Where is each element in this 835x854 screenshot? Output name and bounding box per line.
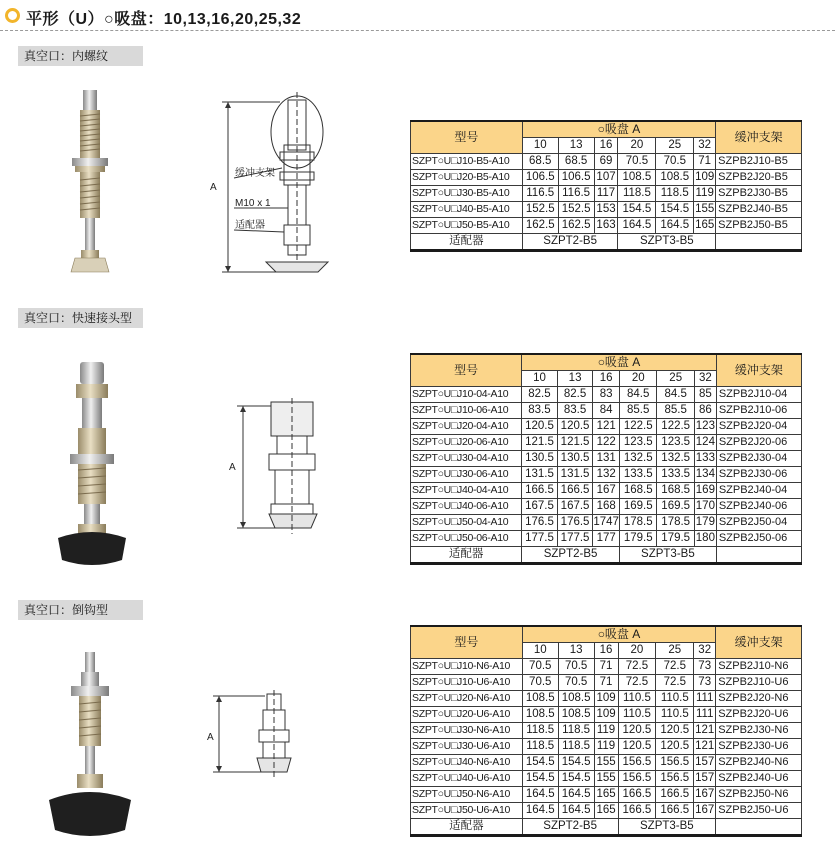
- dimension-value-cell: 156.5: [618, 755, 656, 771]
- adapter-small-cell: SZPT2-B5: [522, 234, 618, 251]
- table-row: [411, 218, 802, 234]
- dimension-value-cell: 118.5: [522, 739, 558, 755]
- dimension-value-cell: 116.5: [522, 186, 558, 202]
- size-header-cell: 16: [593, 371, 620, 387]
- dimension-value-cell: 176.5: [557, 515, 593, 531]
- dimension-value-cell: 121.5: [522, 435, 558, 451]
- dimension-value-cell: 132.5: [619, 451, 656, 467]
- dimension-value-cell: 120.5: [656, 739, 694, 755]
- dimension-value-cell: 108.5: [656, 170, 694, 186]
- dimension-value-cell: 110.5: [618, 707, 656, 723]
- dimension-value-cell: 130.5: [557, 451, 593, 467]
- dimension-value-cell: 122.5: [619, 419, 656, 435]
- model-cell: SZPT○U□J40-06-A10: [411, 499, 522, 515]
- model-header: 型号: [411, 626, 523, 659]
- dimension-value-cell: 118.5: [558, 739, 594, 755]
- dimension-value-cell: 120.5: [557, 419, 593, 435]
- size-header-cell: 13: [558, 643, 594, 659]
- model-cell: SZPT○U□J10-U6-A10: [411, 675, 523, 691]
- dimension-value-cell: 124: [694, 435, 716, 451]
- dimension-value-cell: 154.5: [522, 771, 558, 787]
- dimension-value-cell: 82.5: [557, 387, 593, 403]
- dimension-value-cell: 157: [694, 755, 716, 771]
- dimension-value-cell: 85: [694, 387, 716, 403]
- dimension-value-cell: 73: [694, 659, 716, 675]
- dimension-value-cell: 154.5: [558, 771, 594, 787]
- dimension-value-cell: 166.5: [618, 787, 656, 803]
- dimension-value-cell: 155: [694, 202, 716, 218]
- size-header-cell: 25: [656, 138, 694, 154]
- dimension-value-cell: 131.5: [522, 467, 558, 483]
- dimension-value-cell: 71: [594, 675, 618, 691]
- page-title: 平形（U）○吸盘：10,13,16,20,25,32: [26, 11, 302, 28]
- dimension-value-cell: 131.5: [557, 467, 593, 483]
- model-cell: SZPT○U□J30-N6-A10: [411, 723, 523, 739]
- dimension-value-cell: 109: [694, 170, 716, 186]
- dimension-value-cell: 177.5: [522, 531, 558, 547]
- table-row: [411, 755, 802, 771]
- dimension-value-cell: 119: [594, 723, 618, 739]
- dimension-value-cell: 107: [594, 170, 618, 186]
- dimension-a-label: A: [229, 462, 236, 473]
- table-row: [411, 186, 802, 202]
- size-header-cell: 20: [618, 643, 656, 659]
- size-header-cell: 32: [694, 371, 716, 387]
- table-row: [411, 170, 802, 186]
- size-header-cell: 10: [522, 138, 558, 154]
- dimension-value-cell: 108.5: [522, 691, 558, 707]
- buffer-model-cell: SZPB2J40-N6: [716, 755, 802, 771]
- dimension-value-cell: 167.5: [522, 499, 558, 515]
- model-cell: SZPT○U□J50-04-A10: [411, 515, 522, 531]
- buffer-model-cell: SZPB2J20-U6: [716, 707, 802, 723]
- dimension-value-cell: 82.5: [522, 387, 558, 403]
- dimension-value-cell: 168: [593, 499, 620, 515]
- size-header-cell: 16: [594, 643, 618, 659]
- dimension-value-cell: 118.5: [558, 723, 594, 739]
- dimension-value-cell: 70.5: [618, 154, 656, 170]
- size-header-cell: 32: [694, 138, 716, 154]
- dimension-value-cell: 72.5: [618, 659, 656, 675]
- spec-table-quick-connector: [410, 353, 802, 565]
- dimension-value-cell: 166.5: [522, 483, 558, 499]
- table-row: [411, 419, 802, 435]
- dimension-value-cell: 70.5: [558, 675, 594, 691]
- table-row: [411, 202, 802, 218]
- model-cell: SZPT○U□J20-06-A10: [411, 435, 522, 451]
- dimension-value-cell: 110.5: [656, 691, 694, 707]
- dimension-value-cell: 164.5: [522, 787, 558, 803]
- model-cell: SZPT○U□J30-04-A10: [411, 451, 522, 467]
- dimension-a-label: A: [210, 182, 217, 193]
- dimension-value-cell: 169.5: [619, 499, 656, 515]
- dimension-value-cell: 166.5: [618, 803, 656, 819]
- adapter-empty-cell: [716, 819, 802, 836]
- adapter-label-cell: 适配器: [411, 547, 522, 564]
- header-divider: [0, 30, 835, 31]
- buffer-model-cell: SZPB2J40-04: [716, 483, 801, 499]
- model-cell: SZPT○U□J10-B5-A10: [411, 154, 523, 170]
- adapter-row: [411, 547, 802, 564]
- dimension-value-cell: 123.5: [657, 435, 694, 451]
- dimension-value-cell: 156.5: [618, 771, 656, 787]
- table-row: [411, 707, 802, 723]
- dimension-value-cell: 166.5: [557, 483, 593, 499]
- dimension-value-cell: 154.5: [618, 202, 656, 218]
- dimension-value-cell: 121: [694, 723, 716, 739]
- dimension-value-cell: 152.5: [522, 202, 558, 218]
- dimension-value-cell: 154.5: [522, 755, 558, 771]
- dimension-value-cell: 73: [694, 675, 716, 691]
- dimension-value-cell: 164.5: [618, 218, 656, 234]
- buffer-model-cell: SZPB2J10-04: [716, 387, 801, 403]
- dimension-value-cell: 133.5: [619, 467, 656, 483]
- model-cell: SZPT○U□J20-B5-A10: [411, 170, 523, 186]
- dimension-value-cell: 154.5: [558, 755, 594, 771]
- adapter-large-cell: SZPT3-B5: [618, 234, 716, 251]
- adapter-empty-cell: [716, 547, 801, 564]
- dimension-value-cell: 70.5: [656, 154, 694, 170]
- dimension-value-cell: 177.5: [557, 531, 593, 547]
- adapter-small-cell: SZPT2-B5: [522, 547, 620, 564]
- model-cell: SZPT○U□J30-U6-A10: [411, 739, 523, 755]
- dimension-value-cell: 108.5: [558, 691, 594, 707]
- buffer-model-cell: SZPB2J40-B5: [716, 202, 802, 218]
- dimension-value-cell: 68.5: [522, 154, 558, 170]
- table-row: [411, 659, 802, 675]
- size-header-cell: 16: [594, 138, 618, 154]
- dimension-value-cell: 117: [594, 186, 618, 202]
- dimension-value-cell: 120.5: [618, 723, 656, 739]
- dimension-value-cell: 122: [593, 435, 620, 451]
- adapter-label-cell: 适配器: [411, 819, 523, 836]
- dimension-value-cell: 164.5: [558, 803, 594, 819]
- size-header-cell: 20: [618, 138, 656, 154]
- dimension-value-cell: 68.5: [558, 154, 594, 170]
- dimension-value-cell: 122.5: [657, 419, 694, 435]
- size-header-cell: 10: [522, 643, 558, 659]
- model-cell: SZPT○U□J10-N6-A10: [411, 659, 523, 675]
- dimension-value-cell: 162.5: [522, 218, 558, 234]
- model-cell: SZPT○U□J50-N6-A10: [411, 787, 523, 803]
- buffer-model-cell: SZPB2J10-U6: [716, 675, 802, 691]
- adapter-row: [411, 819, 802, 836]
- dimension-value-cell: 106.5: [522, 170, 558, 186]
- model-cell: SZPT○U□J40-N6-A10: [411, 755, 523, 771]
- dimension-value-cell: 132.5: [657, 451, 694, 467]
- table-row: [411, 154, 802, 170]
- dimension-value-cell: 85.5: [619, 403, 656, 419]
- buffer-model-cell: SZPB2J20-06: [716, 435, 801, 451]
- dimension-value-cell: 83.5: [522, 403, 558, 419]
- table-row: [411, 787, 802, 803]
- buffer-model-cell: SZPB2J50-U6: [716, 803, 802, 819]
- dimension-value-cell: 70.5: [558, 659, 594, 675]
- table-row: [411, 803, 802, 819]
- dimension-value-cell: 119: [694, 186, 716, 202]
- buffer-model-cell: SZPB2J30-N6: [716, 723, 802, 739]
- product-photo-barb: [45, 650, 135, 845]
- dimension-value-cell: 111: [694, 707, 716, 723]
- section-label-barb: 真空口：倒钩型: [18, 600, 143, 620]
- table-row: [411, 515, 802, 531]
- dimension-value-cell: 162.5: [558, 218, 594, 234]
- dimension-value-cell: 177: [593, 531, 620, 547]
- table-row: [411, 675, 802, 691]
- dimension-value-cell: 121.5: [557, 435, 593, 451]
- pad-size-header: ○吸盘 A: [522, 354, 717, 371]
- dimension-value-cell: 84.5: [657, 387, 694, 403]
- technical-drawing-quick-connector: [225, 398, 335, 538]
- dimension-value-cell: 108.5: [558, 707, 594, 723]
- buffer-model-cell: SZPB2J30-U6: [716, 739, 802, 755]
- section-label-internal-thread: 真空口：内螺纹: [18, 46, 143, 66]
- dimension-value-cell: 166.5: [656, 803, 694, 819]
- dimension-value-cell: 111: [694, 691, 716, 707]
- thread-callout: M10 x 1: [235, 198, 271, 209]
- dimension-value-cell: 165: [594, 787, 618, 803]
- dimension-value-cell: 72.5: [618, 675, 656, 691]
- dimension-value-cell: 176.5: [522, 515, 558, 531]
- buffer-model-cell: SZPB2J50-06: [716, 531, 801, 547]
- dimension-value-cell: 71: [594, 659, 618, 675]
- model-cell: SZPT○U□J40-B5-A10: [411, 202, 523, 218]
- dimension-value-cell: 168.5: [657, 483, 694, 499]
- model-header: 型号: [411, 121, 523, 154]
- dimension-value-cell: 167: [593, 483, 620, 499]
- buffer-model-cell: SZPB2J30-04: [716, 451, 801, 467]
- dimension-value-cell: 72.5: [656, 659, 694, 675]
- table-row: [411, 451, 802, 467]
- model-cell: SZPT○U□J30-06-A10: [411, 467, 522, 483]
- buffer-model-cell: SZPB2J10-06: [716, 403, 801, 419]
- buffer-header: 缓冲支架: [716, 121, 802, 154]
- technical-drawing-internal-thread: [200, 90, 340, 280]
- dimension-value-cell: 106.5: [558, 170, 594, 186]
- dimension-value-cell: 167: [694, 803, 716, 819]
- adapter-row: [411, 234, 802, 251]
- section-label-quick-connector: 真空口：快速接头型: [18, 308, 143, 328]
- model-cell: SZPT○U□J50-06-A10: [411, 531, 522, 547]
- dimension-value-cell: 169.5: [657, 499, 694, 515]
- dimension-value-cell: 118.5: [618, 186, 656, 202]
- dimension-value-cell: 108.5: [522, 707, 558, 723]
- dimension-value-cell: 83: [593, 387, 620, 403]
- dimension-value-cell: 156.5: [656, 771, 694, 787]
- spec-table-internal-thread: [410, 120, 802, 252]
- dimension-value-cell: 166.5: [656, 787, 694, 803]
- dimension-value-cell: 134: [694, 467, 716, 483]
- dimension-value-cell: 116.5: [558, 186, 594, 202]
- table-row: [411, 483, 802, 499]
- dimension-value-cell: 84: [593, 403, 620, 419]
- dimension-value-cell: 153: [594, 202, 618, 218]
- dimension-value-cell: 133: [694, 451, 716, 467]
- table-row: [411, 723, 802, 739]
- dimension-value-cell: 133.5: [657, 467, 694, 483]
- dimension-value-cell: 123.5: [619, 435, 656, 451]
- dimension-value-cell: 178.5: [619, 515, 656, 531]
- buffer-model-cell: SZPB2J50-N6: [716, 787, 802, 803]
- buffer-model-cell: SZPB2J20-04: [716, 419, 801, 435]
- dimension-value-cell: 121: [694, 739, 716, 755]
- adapter-label-cell: 适配器: [411, 234, 523, 251]
- dimension-value-cell: 71: [694, 154, 716, 170]
- dimension-value-cell: 123: [694, 419, 716, 435]
- size-header-cell: 20: [619, 371, 656, 387]
- dimension-value-cell: 83.5: [557, 403, 593, 419]
- buffer-model-cell: SZPB2J40-U6: [716, 771, 802, 787]
- adapter-large-cell: SZPT3-B5: [619, 547, 716, 564]
- size-header-cell: 32: [694, 643, 716, 659]
- size-header-cell: 25: [657, 371, 694, 387]
- buffer-model-cell: SZPB2J40-06: [716, 499, 801, 515]
- dimension-value-cell: 130.5: [522, 451, 558, 467]
- buffer-model-cell: SZPB2J30-B5: [716, 186, 802, 202]
- dimension-value-cell: 110.5: [656, 707, 694, 723]
- table-row: [411, 435, 802, 451]
- dimension-value-cell: 70.5: [522, 675, 558, 691]
- dimension-value-cell: 170: [694, 499, 716, 515]
- dimension-value-cell: 178.5: [657, 515, 694, 531]
- buffer-model-cell: SZPB2J30-06: [716, 467, 801, 483]
- dimension-value-cell: 168.5: [619, 483, 656, 499]
- buffer-header: 缓冲支架: [716, 354, 801, 387]
- dimension-a-label: A: [207, 732, 214, 743]
- dimension-value-cell: 165: [594, 803, 618, 819]
- model-cell: SZPT○U□J10-06-A10: [411, 403, 522, 419]
- model-header: 型号: [411, 354, 522, 387]
- dimension-value-cell: 179.5: [619, 531, 656, 547]
- dimension-value-cell: 110.5: [618, 691, 656, 707]
- dimension-value-cell: 154.5: [656, 202, 694, 218]
- table-row: [411, 531, 802, 547]
- model-cell: SZPT○U□J20-04-A10: [411, 419, 522, 435]
- dimension-value-cell: 164.5: [558, 787, 594, 803]
- dimension-value-cell: 167.5: [557, 499, 593, 515]
- dimension-value-cell: 157: [694, 771, 716, 787]
- size-header-cell: 25: [656, 643, 694, 659]
- model-cell: SZPT○U□J50-U6-A10: [411, 803, 523, 819]
- buffer-model-cell: SZPB2J20-N6: [716, 691, 802, 707]
- model-cell: SZPT○U□J50-B5-A10: [411, 218, 523, 234]
- dimension-value-cell: 109: [594, 707, 618, 723]
- dimension-value-cell: 118.5: [522, 723, 558, 739]
- buffer-header: 缓冲支架: [716, 626, 802, 659]
- dimension-value-cell: 164.5: [522, 803, 558, 819]
- size-header-cell: 10: [522, 371, 558, 387]
- dimension-value-cell: 152.5: [558, 202, 594, 218]
- dimension-value-cell: 167: [694, 787, 716, 803]
- dimension-value-cell: 108.5: [618, 170, 656, 186]
- table-row: [411, 691, 802, 707]
- product-photo-quick-connector: [52, 360, 132, 570]
- dimension-value-cell: 156.5: [656, 755, 694, 771]
- table-row: [411, 467, 802, 483]
- dimension-value-cell: 163: [594, 218, 618, 234]
- model-cell: SZPT○U□J20-U6-A10: [411, 707, 523, 723]
- table-row: [411, 403, 802, 419]
- buffer-model-cell: SZPB2J10-B5: [716, 154, 802, 170]
- dimension-value-cell: 121: [593, 419, 620, 435]
- pad-size-header: ○吸盘 A: [522, 121, 715, 138]
- dimension-value-cell: 85.5: [657, 403, 694, 419]
- page-header: [0, 0, 835, 32]
- product-photo-internal-thread: [55, 88, 125, 283]
- buffer-callout: 缓冲支架: [235, 168, 275, 179]
- table-row: [411, 739, 802, 755]
- model-cell: SZPT○U□J30-B5-A10: [411, 186, 523, 202]
- model-cell: SZPT○U□J20-N6-A10: [411, 691, 523, 707]
- dimension-value-cell: 119: [594, 739, 618, 755]
- buffer-model-cell: SZPB2J20-B5: [716, 170, 802, 186]
- buffer-model-cell: SZPB2J50-04: [716, 515, 801, 531]
- model-cell: SZPT○U□J40-04-A10: [411, 483, 522, 499]
- table-row: [411, 387, 802, 403]
- table-row: [411, 771, 802, 787]
- ring-bullet-icon: [5, 8, 20, 23]
- dimension-value-cell: 84.5: [619, 387, 656, 403]
- dimension-value-cell: 179.5: [657, 531, 694, 547]
- dimension-value-cell: 180: [694, 531, 716, 547]
- dimension-value-cell: 179: [694, 515, 716, 531]
- dimension-value-cell: 169: [694, 483, 716, 499]
- dimension-value-cell: 1747: [593, 515, 620, 531]
- technical-drawing-barb: [205, 690, 305, 780]
- model-cell: SZPT○U□J10-04-A10: [411, 387, 522, 403]
- dimension-value-cell: 118.5: [656, 186, 694, 202]
- adapter-callout: 适配器: [235, 220, 265, 231]
- dimension-value-cell: 109: [594, 691, 618, 707]
- model-cell: SZPT○U□J40-U6-A10: [411, 771, 523, 787]
- adapter-large-cell: SZPT3-B5: [618, 819, 716, 836]
- dimension-value-cell: 70.5: [522, 659, 558, 675]
- spec-table-barb: [410, 625, 802, 837]
- adapter-empty-cell: [716, 234, 802, 251]
- dimension-value-cell: 132: [593, 467, 620, 483]
- pad-size-header: ○吸盘 A: [522, 626, 715, 643]
- dimension-value-cell: 164.5: [656, 218, 694, 234]
- table-row: [411, 499, 802, 515]
- size-header-cell: 13: [557, 371, 593, 387]
- dimension-value-cell: 131: [593, 451, 620, 467]
- buffer-model-cell: SZPB2J50-B5: [716, 218, 802, 234]
- size-header-cell: 13: [558, 138, 594, 154]
- dimension-value-cell: 155: [594, 771, 618, 787]
- dimension-value-cell: 72.5: [656, 675, 694, 691]
- dimension-value-cell: 120.5: [656, 723, 694, 739]
- dimension-value-cell: 155: [594, 755, 618, 771]
- buffer-model-cell: SZPB2J10-N6: [716, 659, 802, 675]
- adapter-small-cell: SZPT2-B5: [522, 819, 618, 836]
- dimension-value-cell: 86: [694, 403, 716, 419]
- dimension-value-cell: 69: [594, 154, 618, 170]
- dimension-value-cell: 165: [694, 218, 716, 234]
- dimension-value-cell: 120.5: [522, 419, 558, 435]
- dimension-value-cell: 120.5: [618, 739, 656, 755]
